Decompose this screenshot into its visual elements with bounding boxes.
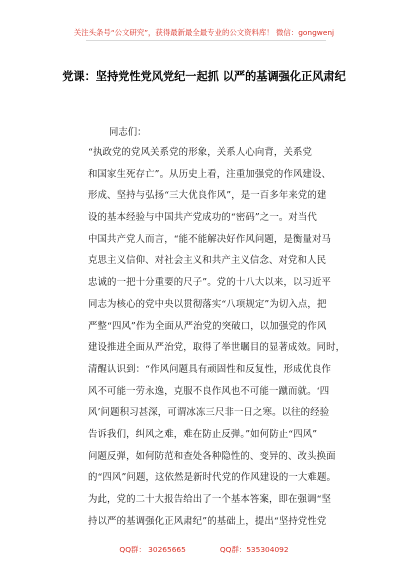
header-promo-note: 关注头条号“公文研究”，获得最新最全最专业的公文资料库！ 微信：gongwenj (73, 28, 335, 37)
footer-qq-groups (0, 544, 408, 555)
body-text (88, 146, 346, 536)
body-line: 的“四风”问题，这依然是新时代党的作风建设的一大难题。 (88, 472, 337, 484)
body-line: 同志为核心的党中央以贯彻落实“八项规定”为切入点，把 (88, 298, 327, 310)
body-line: 设的基本经验与中国共产党成功的“密码”之一。对当代 (88, 212, 317, 224)
body-line: 中国共产党人而言，“能不能解决好作风问题，是衡量对马 (88, 233, 332, 245)
document-title: 党课：坚持党性党风党纪一起抓 以严的基调强化正风肃纪 (62, 70, 346, 83)
header-divider (86, 40, 326, 41)
body-line: 严整“四风”作为全面从严治党的突破口，以加强党的作风 (88, 320, 327, 332)
body-line: 问题反弹，如何防范和查处各种隐性的、变异的、改头换面 (88, 450, 336, 462)
body-line: “执政党的党风关系党的形象，关系人心向背，关系党 (88, 147, 313, 158)
body-line: 告诉我们，纠风之难，难在防止反弹。”如何防止“四风” (88, 428, 318, 440)
body-line: 风’问题积习甚深，可谓冰冻三尺非一日之寒。以往的经验 (88, 407, 330, 419)
body-line: 风不可能一劳永逸，克服不良作风也不可能一蹴而就。‘四 (88, 385, 330, 397)
body-line: 为此，党的二十大报告给出了一个基本答案，即在强调“坚 (88, 494, 332, 505)
body-line: 忠诚的一把十分重要的尺子”。党的十八大以来，以习近平 (88, 277, 332, 289)
body-line: 和国家生死存亡”。从历史上看，注重加强党的作风建设、 (88, 168, 332, 180)
body-line: 克思主义信仰、对社会主义和共产主义信念、对党和人民 (88, 255, 327, 267)
greeting: 同志们： (109, 127, 147, 138)
body-line: 清醒认识到：“作风问题具有顽固性和反复性，形成优良作 (88, 363, 332, 375)
body-line: 建设推进全面从严治党，取得了举世瞩目的显著成效。同时， (88, 342, 346, 354)
body-line: 持以严的基调强化正风肃纪”的基础上，提出“坚持党性党 (88, 515, 327, 527)
body-line: 形成、坚持与弘扬“三大优良作风”，是一百多年来党的建 (88, 190, 327, 202)
footer-qq-group-2: QQ群：535304092 (219, 545, 289, 554)
footer-qq-group-1: QQ群： 30265665 (119, 545, 186, 554)
